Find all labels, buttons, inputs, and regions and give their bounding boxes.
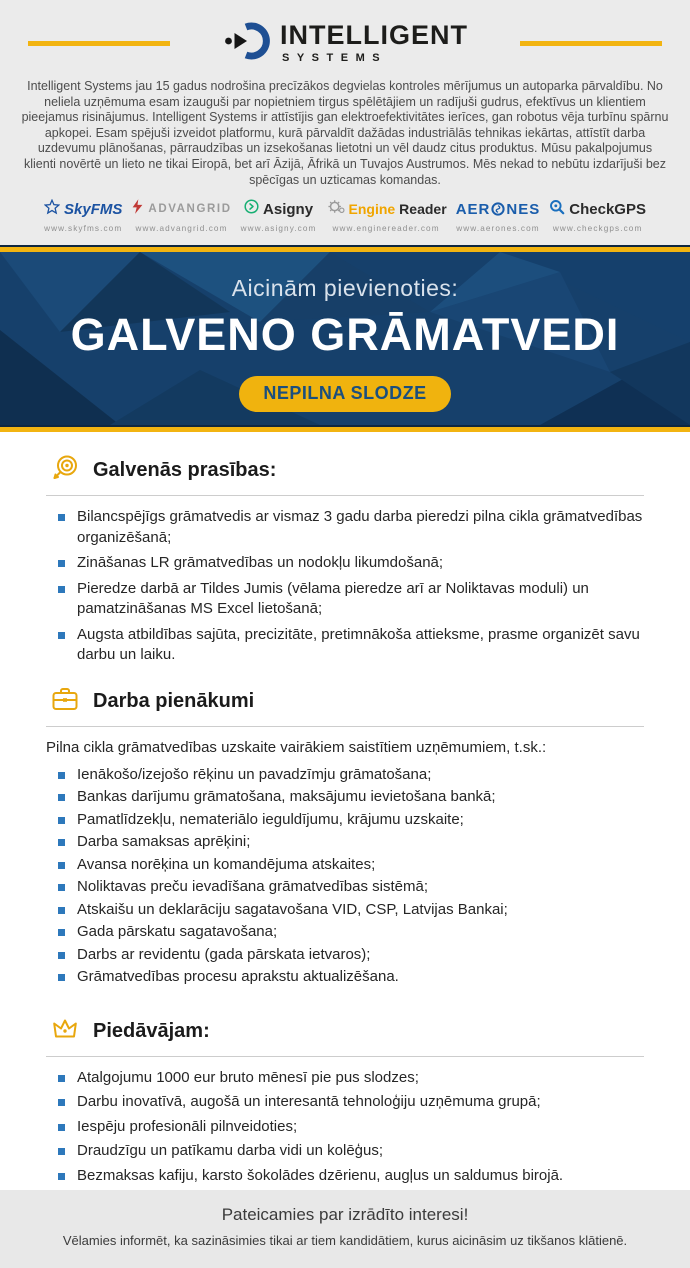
brand-name: Asigny [263, 200, 314, 218]
star-icon [44, 199, 60, 220]
brand-checkgps [549, 199, 646, 233]
list-item: Darbu inovatīvā, augošā un interesantā tehnoloģiju uzņēmuma grupā; [46, 1092, 644, 1113]
banner-kicker: Aicinām pievienoties: [231, 275, 459, 301]
brand-name-part2: Reader [399, 201, 447, 218]
bullet-square [58, 1173, 65, 1180]
brand-asigny [241, 199, 317, 233]
logo-line2: SYSTEMS [282, 52, 388, 64]
logo-line1: INTELLIGENT [280, 20, 468, 50]
bullet-square [58, 772, 65, 779]
brand-name-part2: NES [506, 200, 541, 218]
brand-name: ADVANGRID [148, 203, 232, 216]
list-item: Darba samaksas aprēķini; [46, 832, 644, 853]
bullet-square [58, 1148, 65, 1155]
bullet-square [58, 560, 65, 567]
banner-top-edge [0, 245, 690, 252]
partner-brands-row [0, 199, 690, 233]
gold-rule-right [520, 41, 662, 46]
bullet-square [58, 907, 65, 914]
bullet-square [58, 1099, 65, 1106]
brand-url: www.advangrid.com [135, 224, 228, 234]
brand-enginereader [326, 199, 447, 233]
briefcase-icon [50, 684, 80, 719]
vacancy-banner [0, 252, 690, 425]
list-item: Atskaišu un deklarāciju sagatavošana VID, CSP, Latvijas Bankai; [46, 900, 644, 921]
list-item: Zināšanas LR grāmatvedības un nodokļu likumdošanā; [46, 553, 644, 574]
magnifier-icon [549, 199, 565, 220]
list-item: Pamatlīdzekļu, nemateriālo ieguldījumu, krājumu uzskaite; [46, 810, 644, 831]
brand-url: www.skyfms.com [44, 224, 123, 234]
list-item: Draudzīgu un patīkamu darba vidi un kolēģus; [46, 1141, 644, 1162]
section-requirements [46, 453, 644, 666]
list-item: Iespēju profesionāli pilnveidoties; [46, 1117, 644, 1138]
banner-bottom-edge [0, 425, 690, 432]
bullet-square [58, 862, 65, 869]
bullet-square [58, 586, 65, 593]
engine-icon [326, 199, 345, 219]
brand-name: CheckGPS [569, 200, 646, 218]
list-item: Darbs ar revidentu (gada pārskata ietvaros); [46, 945, 644, 966]
brand-name-part1: AER [455, 200, 491, 218]
main-content [0, 432, 690, 1190]
intelligent-systems-logo-icon [222, 18, 272, 69]
list-item: Augsta atbildības sajūta, precizitāte, pretimnākoša attieksme, prasme organizēt savu darbu un laiku. [46, 625, 644, 666]
bullet-square [58, 632, 65, 639]
bullet-square [58, 1124, 65, 1131]
play-circle-icon [244, 199, 259, 219]
crown-icon [50, 1014, 80, 1049]
bullet-square [58, 514, 65, 521]
lightning-icon [131, 198, 144, 220]
company-intro-paragraph: Intelligent Systems jau 15 gadus nodrošina precīzākos degvielas kontroles mērījumus un autoparka pārvaldību. No neliela uzņēmuma esam izauguši par nopietniem tirgus spēlētājiem un radījuši gudrus, efektīvus un klientiem pieejamus risinājumus. Intelligent Systems ir attīstījis gan elektroefektivitātes ierīces, gan robotus vēja turbīnu spārnu apkopei. Esam spējuši izveidot platformu, kurā pārvaldīt dažādas industriālās tehnikas iekārtas, attīstīt darba uzdevumu plānošanas, pārraudzības un izsekošanas lietotni un vēl daudz citus produktus. Mūsu pakalpojumus klienti novērtē un lieto ne tikai Eiropā, bet arī Āzijā, Āfrikā un Tuvajos Austrumos. Mēs nekad to nebūtu izdarījuši bez spēcīgas un uzticamas komandas. [21, 79, 669, 187]
logo-row [0, 14, 690, 72]
section-title: Piedāvājam: [93, 1019, 210, 1042]
workload-badge: NEPILNA SLODZE [239, 376, 450, 412]
section-divider [46, 726, 644, 727]
list-item: Ienākošo/izejošo rēķinu un pavadzīmju grāmatošana; [46, 765, 644, 786]
brand-name: SkyFMS [64, 200, 123, 218]
section-divider [46, 1056, 644, 1057]
bullet-square [58, 1075, 65, 1082]
brand-skyfms [44, 199, 122, 233]
list-item: Gada pārskatu sagatavošana; [46, 922, 644, 943]
footer-section [0, 1190, 690, 1268]
brand-url: www.enginereader.com [332, 224, 440, 234]
brand-advangrid [131, 199, 231, 233]
bullet-square [58, 839, 65, 846]
intelligent-systems-logo [222, 18, 468, 69]
section-title: Darba pienākumi [93, 689, 255, 712]
header-section [0, 0, 690, 245]
brand-url: www.asigny.com [240, 224, 317, 234]
bullet-square [58, 929, 65, 936]
brand-url: www.aerones.com [456, 224, 540, 234]
brand-aerones [456, 199, 541, 233]
bullet-square [58, 884, 65, 891]
target-icon [50, 453, 80, 488]
section-duties [46, 684, 644, 988]
list-item: Bilancspējīgs grāmatvedis ar vismaz 3 gadu darba pieredzi pilna cikla grāmatvedības organizēšanā; [46, 507, 644, 548]
gold-rule-left [28, 41, 170, 46]
bullet-square [58, 817, 65, 824]
rotor-o-icon [491, 201, 505, 218]
list-item: Pieredze darbā ar Tildes Jumis (vēlama pieredze arī ar Noliktavas moduli) un pamatzināšanas MS Excel lietošanā; [46, 579, 644, 620]
list-item: Bezmaksas kafiju, karsto šokolādes dzērienu, augļus un saldumus birojā. [46, 1166, 644, 1187]
footer-notice-line: Vēlamies informēt, ka sazināsimies tikai ar tiem kandidātiem, kurus aicināsim uz tikšanos klātienē. [62, 1233, 628, 1248]
logo-wordmark [280, 22, 468, 64]
footer-thanks-line: Pateicamies par izrādīto interesi! [221, 1205, 469, 1224]
brand-url: www.checkgps.com [552, 224, 643, 234]
section-title: Galvenās prasības: [93, 459, 277, 481]
list-item: Avansa norēķina un komandējuma atskaites; [46, 855, 644, 876]
list-item: Atalgojumu 1000 eur bruto mēnesī pie pus slodzes; [46, 1068, 644, 1089]
brand-name-part1: Engine [348, 201, 396, 218]
bullet-square [58, 974, 65, 981]
section-offer [46, 1014, 644, 1187]
list-item: Grāmatvedības procesu aprakstu aktualizēšana. [46, 967, 644, 988]
bullet-square [58, 794, 65, 801]
section-divider [46, 495, 644, 496]
bullet-square [58, 952, 65, 959]
section-lead: Pilna cikla grāmatvedības uzskaite vairākiem saistītiem uzņēmumiem, t.sk.: [46, 738, 547, 756]
list-item: Noliktavas preču ievadīšana grāmatvedības sistēmā; [46, 877, 644, 898]
vacancy-title: GALVENO GRĀMATVEDI [70, 309, 620, 360]
list-item: Bankas darījumu grāmatošana, maksājumu ievietošana bankā; [46, 787, 644, 808]
